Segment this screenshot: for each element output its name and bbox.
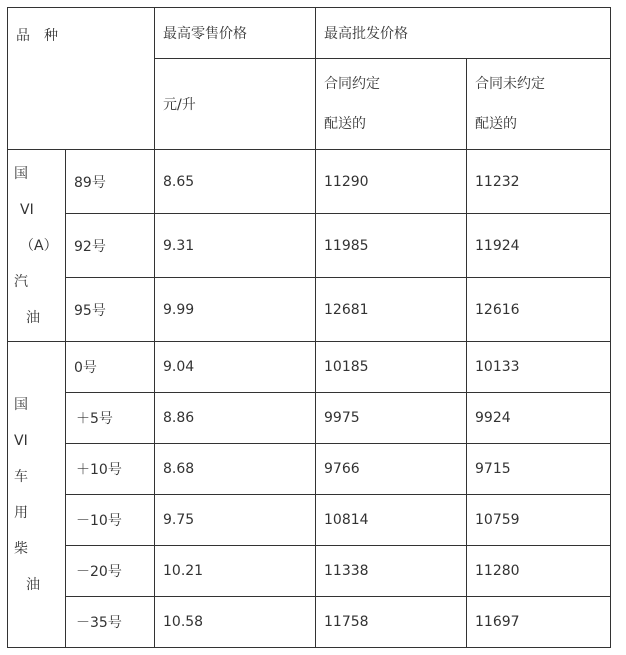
header-contract-line1: 合同约定 (324, 76, 380, 92)
diesel-label-char: 油 (26, 576, 40, 593)
diesel-label-char: 车 (14, 468, 28, 485)
retail-price-cell: 9.31 (155, 214, 316, 278)
retail-price-cell: 10.58 (155, 597, 316, 648)
header-variety: 品 种 (8, 8, 155, 150)
table-row (8, 597, 611, 648)
contract-price-cell: 9975 (316, 393, 467, 444)
no-contract-price-cell: 11924 (467, 214, 611, 278)
retail-price-cell: 10.21 (155, 546, 316, 597)
header-contract-line2: 配送的 (324, 116, 366, 132)
retail-price-cell: 9.75 (155, 495, 316, 546)
diesel-category-label (8, 342, 66, 648)
table-row (8, 214, 611, 278)
retail-price-cell: 9.99 (155, 278, 316, 342)
gasoline-category-label (8, 150, 66, 342)
retail-price-cell: 9.04 (155, 342, 316, 393)
header-max-retail: 最高零售价格 (155, 8, 316, 59)
no-contract-price-cell: 11232 (467, 150, 611, 214)
table-row (8, 278, 611, 342)
gasoline-label-char: 国 (14, 165, 28, 182)
diesel-label-char: 柴 (14, 540, 28, 557)
header-no-contract-line1: 合同未约定 (475, 76, 545, 92)
table-row (8, 393, 611, 444)
contract-price-cell: 11290 (316, 150, 467, 214)
no-contract-price-cell: 12616 (467, 278, 611, 342)
table-row (8, 444, 611, 495)
contract-price-cell: 9766 (316, 444, 467, 495)
header-no-contract-line2: 配送的 (475, 116, 517, 132)
grade-cell: 95号 (66, 278, 155, 342)
no-contract-price-cell: 11280 (467, 546, 611, 597)
no-contract-price-cell: 9924 (467, 393, 611, 444)
contract-price-cell: 10814 (316, 495, 467, 546)
grade-cell: 92号 (66, 214, 155, 278)
contract-price-cell: 11985 (316, 214, 467, 278)
header-max-wholesale: 最高批发价格 (316, 8, 611, 59)
gasoline-label-char: 油 (26, 309, 40, 326)
grade-cell: ＋5号 (66, 393, 155, 444)
grade-cell: ＋10号 (66, 444, 155, 495)
header-contract-delivery (316, 59, 467, 150)
retail-price-cell: 8.86 (155, 393, 316, 444)
diesel-label-char: 国 (14, 396, 28, 413)
contract-price-cell: 11758 (316, 597, 467, 648)
no-contract-price-cell: 10759 (467, 495, 611, 546)
gasoline-label-char: VI (20, 201, 34, 218)
contract-price-cell: 12681 (316, 278, 467, 342)
grade-cell: －10号 (66, 495, 155, 546)
diesel-label-char: 用 (14, 504, 28, 521)
fuel-price-table (7, 7, 611, 648)
table-row (8, 342, 611, 393)
diesel-label-char: VI (14, 432, 28, 449)
table-row (8, 495, 611, 546)
grade-cell: －35号 (66, 597, 155, 648)
retail-price-cell: 8.68 (155, 444, 316, 495)
header-no-contract-delivery (467, 59, 611, 150)
header-unit: 元/升 (155, 59, 316, 150)
table-row (8, 150, 611, 214)
no-contract-price-cell: 9715 (467, 444, 611, 495)
contract-price-cell: 10185 (316, 342, 467, 393)
table-row (8, 546, 611, 597)
grade-cell: 89号 (66, 150, 155, 214)
no-contract-price-cell: 11697 (467, 597, 611, 648)
grade-cell: －20号 (66, 546, 155, 597)
gasoline-label-char: （A） (20, 237, 58, 254)
retail-price-cell: 8.65 (155, 150, 316, 214)
gasoline-label-char: 汽 (14, 273, 28, 290)
no-contract-price-cell: 10133 (467, 342, 611, 393)
grade-cell: 0号 (66, 342, 155, 393)
contract-price-cell: 11338 (316, 546, 467, 597)
